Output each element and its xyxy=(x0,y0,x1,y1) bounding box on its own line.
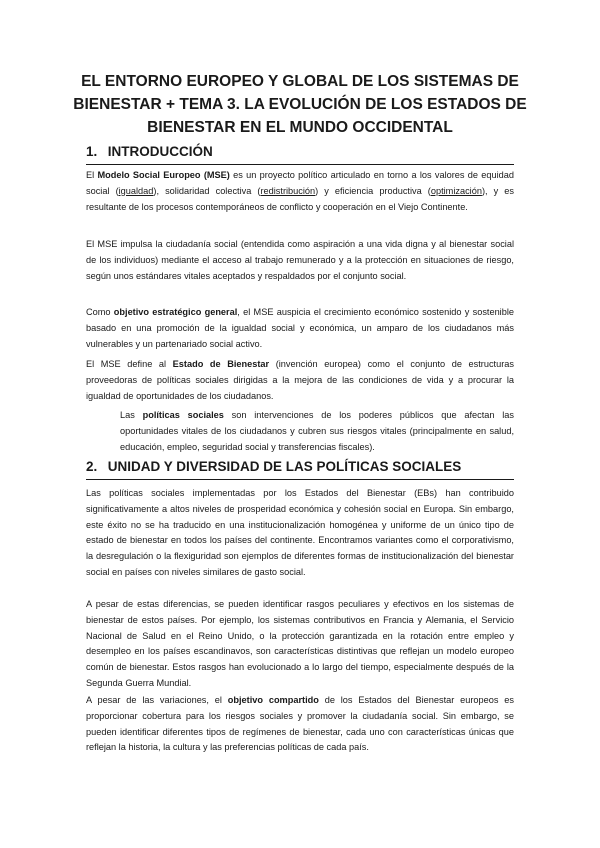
text-run: ), y es resultante de los procesos contemporáneos de conflicto y cooperación en el Viejo Continente. xyxy=(86,185,515,212)
underlined-term-redistribucion: redistribución xyxy=(260,185,316,196)
paragraph-politicas-ebs: Las políticas sociales implementadas por los Estados del Bienestar (EBs) han contribuido significativamente a altos niveles de prosperidad económica y cohesión social en Europa. Sin embargo, este éxito no se ha traducido en una institucionalización homogénea y uniforme de un único tipo de estado de bienestar en todos los países del continente. Encontramos variantes como el corporativismo, la desregulación o la flexiguridad son ejemplos de diferentes formas de institucionalización del bienestar social en países con niveles similares de gasto social. xyxy=(86,488,514,577)
text-run: es un proyecto político articulado en torno a los valores de equidad social ( xyxy=(86,170,514,196)
text-run: (invención europea) como el conjunto de estructuras proveedoras de políticas sociales dirigidas a la mejora de las condiciones de vida y a procurar la igualdad de oportunidades de los ciudadanos. xyxy=(86,359,514,401)
section-number: 2. xyxy=(86,459,98,474)
text-run: de los Estados del Bienestar europeos es proporcionar cobertura para los riesgos sociales y promover la ciudadanía social. Sin embargo, se pueden identificar diferentes tipos de regímenes de bienestar, cada uno con características únicas que reflejan la historia, la cultura y las preferencias políticas de cada país. xyxy=(86,695,514,753)
section-heading-introduccion xyxy=(86,143,514,165)
paragraph-mse-definition xyxy=(86,168,514,215)
bold-term-mse: Modelo Social Europeo (MSE) xyxy=(97,170,230,180)
text-run: Como xyxy=(86,307,114,317)
text-run: A pesar de las variaciones, el xyxy=(86,695,228,705)
paragraph-objetivo-estrategico xyxy=(86,305,514,352)
text-run: El MSE define al xyxy=(86,359,173,369)
text-run: Las xyxy=(120,410,143,420)
paragraph-rasgos-peculiares: A pesar de estas diferencias, se pueden identificar rasgos peculiares y efectivos en los sistemas de bienestar de estos países. Por ejemplo, los sistemas contributivos en Francia y Alemania, el Servicio Nacional de Salud en el Reino Unido, o la protección garantizada en la rotación entre empleo y desempleo en los países escandinavos, son características distintivas que reflejan un modelo europeo común de bienestar. Estos rasgos han evolucionado a lo largo del tiempo, especialmente después de la Segunda Guerra Mundial. xyxy=(86,599,514,688)
paragraph-objetivo-compartido xyxy=(86,693,514,756)
underlined-term-igualdad: igualdad xyxy=(118,185,154,196)
paragraph-politicas-sociales xyxy=(120,408,514,455)
paragraph-estado-bienestar xyxy=(86,357,514,404)
section-heading-unidad-diversidad xyxy=(86,458,514,480)
bold-term-objetivo-compartido: objetivo compartido xyxy=(227,695,319,705)
paragraph-ciudadania-social: El MSE impulsa la ciudadanía social (entendida como aspiración a una vida digna y al bienestar social de los individuos) mediante el acceso al trabajo remunerado y a la protección en situaciones de riesgo, según unos estándares vitales aceptados y respaldados por el conjunto social. xyxy=(86,239,514,281)
bold-term-estado-bienestar: Estado de Bienestar xyxy=(172,359,270,369)
document-title: EL ENTORNO EUROPEO Y GLOBAL DE LOS SISTEMAS DE BIENESTAR + TEMA 3. LA EVOLUCIÓN DE LOS ESTADOS DE BIENESTAR EN EL MUNDO OCCIDENTAL xyxy=(73,73,527,136)
text-run: El xyxy=(86,170,98,180)
bold-term-objetivo-estrategico: objetivo estratégico general xyxy=(113,307,238,317)
text-run: ), solidaridad colectiva ( xyxy=(153,185,261,196)
section-title: UNIDAD Y DIVERSIDAD DE LAS POLÍTICAS SOCIALES xyxy=(107,459,462,474)
text-run: ) y eficiencia productiva ( xyxy=(315,185,431,196)
bold-term-politicas-sociales: políticas sociales xyxy=(142,410,224,420)
text-run: son intervenciones de los poderes públicos que afectan las oportunidades vitales de los ciudadanos y cubren sus riesgos vitales (principalmente en salud, educación, empleo, seguridad social y transferencias fiscales). xyxy=(120,410,514,452)
underlined-term-optimizacion: optimización xyxy=(430,185,482,196)
section-number: 1. xyxy=(86,144,98,159)
text-run: , el MSE auspicia el crecimiento económico sostenido y sostenible basado en una promoción de la igualdad social y económica, un amparo de los ciudadanos más vulnerables y un partenariado social activo. xyxy=(86,307,514,349)
section-title: INTRODUCCIÓN xyxy=(107,144,213,159)
